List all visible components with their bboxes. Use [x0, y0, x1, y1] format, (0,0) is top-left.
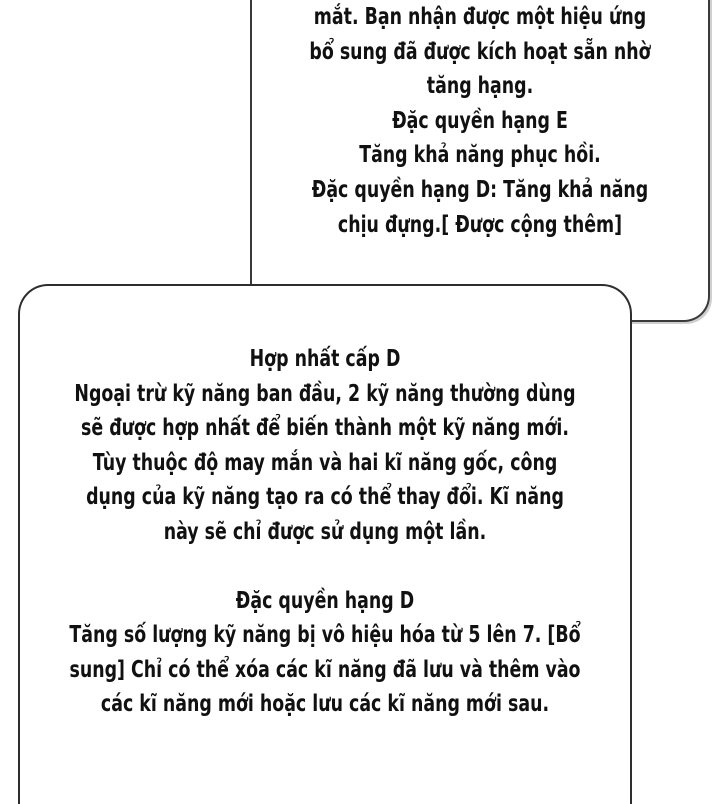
lower-dialog-text — [20, 342, 630, 722]
merge-text-line: này sẽ chỉ được sử dụng một lần. — [163, 518, 487, 545]
perk-text-line: các kĩ năng mới hoặc lưu các kĩ năng mới sau. — [100, 691, 550, 717]
upper-text-line: bổ sung đã được kích hoạt sẵn nhờ — [309, 38, 651, 65]
perk-section-title: Đặc quyền hạng D — [235, 587, 415, 614]
upper-perk-title-e: Đặc quyền hạng E — [392, 107, 568, 134]
merge-text-line: dụng của kỹ năng tạo ra có thể thay đổi. Kĩ năng — [86, 484, 564, 510]
upper-text-line: Tăng khả năng phục hồi. — [359, 142, 601, 169]
upper-text-line: chịu đựng.[ Được cộng thêm] — [337, 211, 623, 238]
merge-text-line: Tùy thuộc độ may mắn và hai kĩ năng gốc, công — [92, 449, 558, 476]
lower-dialog-box — [18, 284, 632, 804]
merge-section-title: Hợp nhất cấp D — [249, 346, 401, 372]
upper-dialog-box — [250, 0, 710, 322]
upper-text-line: mắt. Bạn nhận được một hiệu ứng — [313, 4, 647, 30]
upper-dialog-text — [252, 0, 708, 242]
perk-text-line: sung] Chỉ có thể xóa các kĩ năng đã lưu và thêm vào — [69, 656, 581, 683]
merge-text-line: sẽ được hợp nhất để biến thành một kỹ năng mới. — [81, 415, 569, 441]
upper-perk-title-d: Đặc quyền hạng D: Tăng khả năng — [311, 176, 649, 203]
section-gap — [20, 549, 630, 584]
perk-text-line: Tăng số lượng kỹ năng bị vô hiệu hóa từ 5 lên 7. [Bổ — [69, 622, 581, 648]
upper-text-line: tăng hạng. — [426, 73, 534, 100]
merge-text-line: Ngoại trừ kỹ năng ban đầu, 2 kỹ năng thường dùng — [74, 380, 576, 407]
